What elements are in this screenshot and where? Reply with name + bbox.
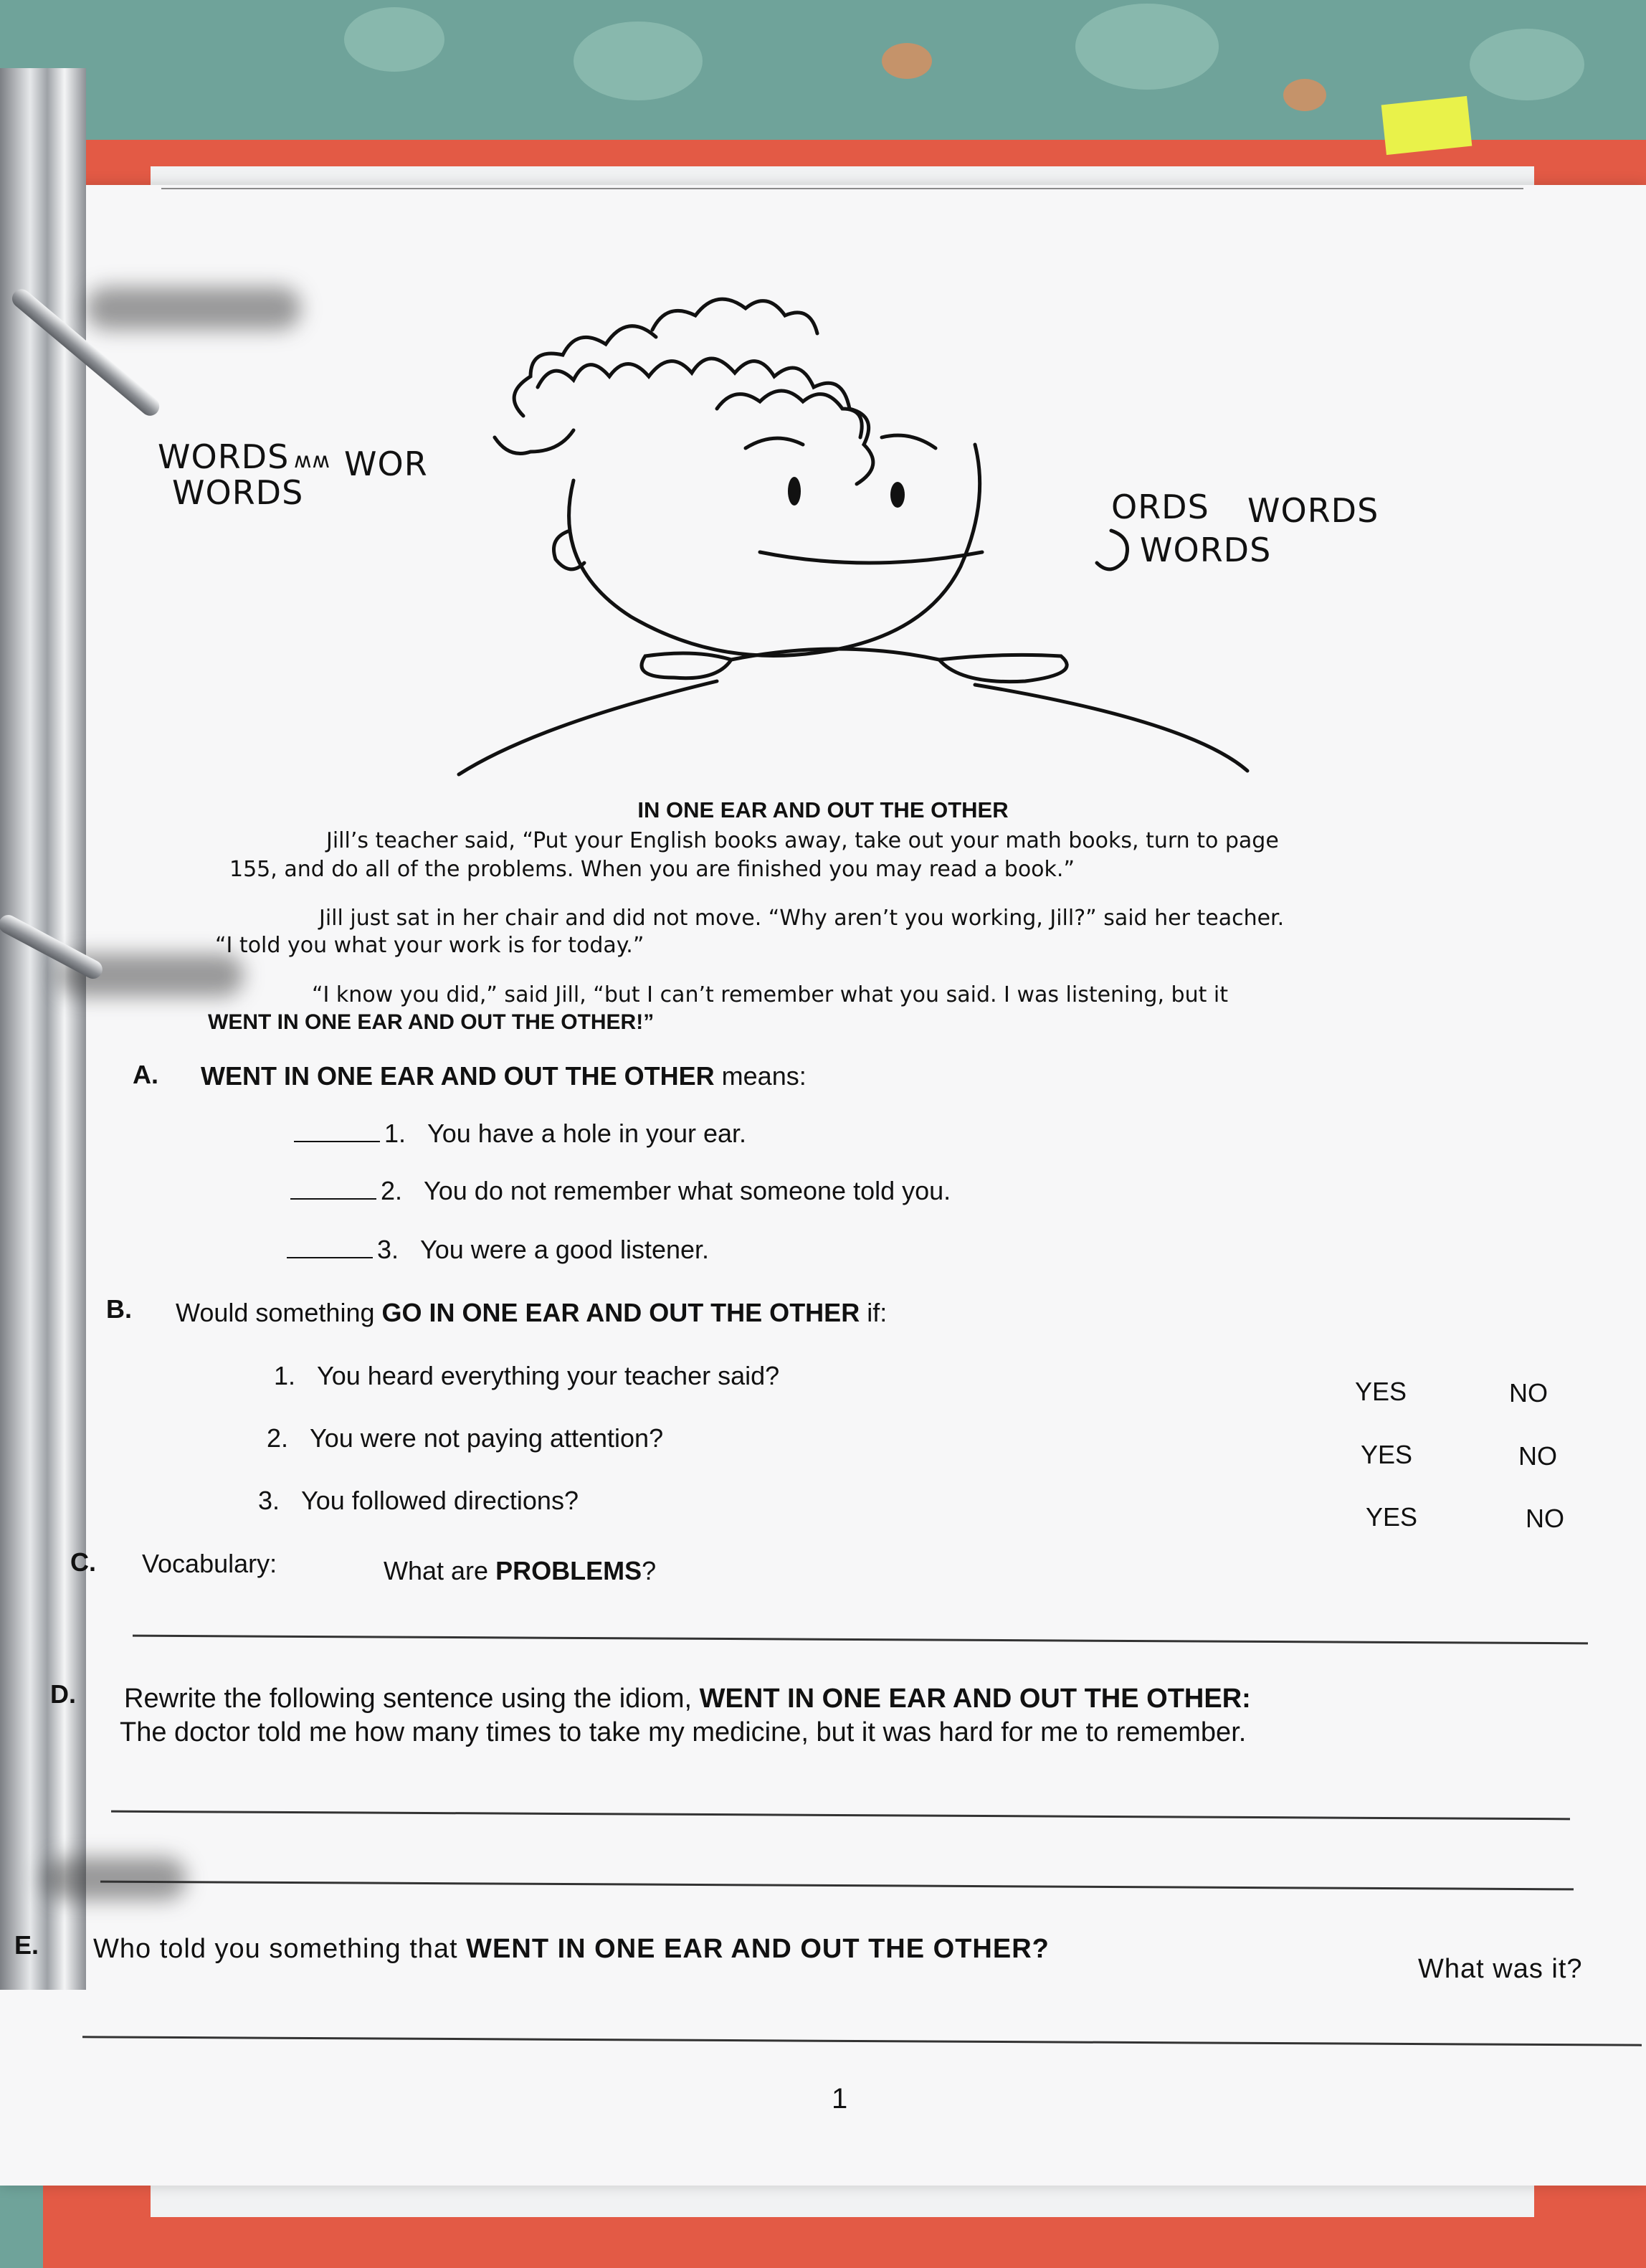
paragraph-2-line-1: Jill just sat in her chair and did not move. “Why aren’t you working, Jill?” said her teacher. xyxy=(319,906,1285,931)
option-number: 3. xyxy=(377,1235,399,1264)
option-number: 1. xyxy=(384,1119,406,1148)
paragraph-1-line-2: 155, and do all of the problems. When you are finished you may read a book.” xyxy=(229,857,1075,882)
section-c-letter: C. xyxy=(70,1547,96,1577)
scrawl-squiggle-left: ʍʍ xyxy=(294,448,331,473)
option-text: You were a good listener. xyxy=(420,1235,710,1264)
no-option-1[interactable]: NO xyxy=(1509,1378,1548,1408)
answer-blank-a2[interactable] xyxy=(290,1198,376,1200)
story-title: IN ONE EAR AND OUT THE OTHER xyxy=(637,797,1009,822)
no-option-2[interactable]: NO xyxy=(1518,1441,1557,1471)
question-number: 3. xyxy=(258,1486,280,1515)
scrawl-words-left-2: WOR xyxy=(344,445,428,483)
illustration-girl xyxy=(158,244,1434,810)
section-d-prompt-pre: Rewrite the following sentence using the idiom, xyxy=(124,1684,700,1714)
section-c-prompt-post: ? xyxy=(642,1556,657,1585)
option-text: You have a hole in your ear. xyxy=(427,1119,747,1148)
section-d-idiom: WENT IN ONE EAR AND OUT THE OTHER: xyxy=(699,1684,1251,1714)
scrawl-words-left-3: WORDS xyxy=(172,473,304,512)
section-a-idiom: WENT IN ONE EAR AND OUT THE OTHER xyxy=(201,1061,715,1091)
paragraph-3-line-2: WENT IN ONE EAR AND OUT THE OTHER!” xyxy=(208,1010,655,1034)
section-e-letter: E. xyxy=(14,1930,39,1960)
paragraph-3-line-1: “I know you did,” said Jill, “but I can’t remember what you said. I was listening, but it xyxy=(312,982,1228,1007)
section-e-prompt-pre: Who told you something that xyxy=(93,1934,467,1964)
section-c-prompt-pre: What are xyxy=(384,1556,496,1585)
section-e-prompt xyxy=(93,1934,1050,1965)
section-d-prompt xyxy=(124,1684,1251,1714)
section-c-label: Vocabulary: xyxy=(142,1549,277,1578)
scrawl-words-right-2: WORDS xyxy=(1247,491,1379,530)
yes-option-3[interactable]: YES xyxy=(1366,1502,1418,1532)
section-e-prompt-right: What was it? xyxy=(1418,1954,1583,1984)
section-e-idiom: WENT IN ONE EAR AND OUT THE OTHER? xyxy=(466,1934,1050,1964)
section-d-sentence: The doctor told me how many times to take my medicine, but it was hard for me to remember. xyxy=(120,1717,1247,1747)
paragraph-2-line-2: “I told you what your work is for today.” xyxy=(215,933,644,958)
paragraph-1-line-1: Jill’s teacher said, “Put your English books away, take out your math books, turn to page xyxy=(326,828,1279,853)
answer-blank-a1[interactable] xyxy=(294,1141,380,1142)
section-b-prompt-pre: Would something xyxy=(176,1298,382,1327)
page-number: 1 xyxy=(832,2083,848,2115)
section-b-idiom: GO IN ONE EAR AND OUT THE OTHER xyxy=(381,1298,860,1327)
section-b-prompt xyxy=(176,1298,887,1328)
section-a-prompt xyxy=(201,1061,807,1091)
section-a-option-2 xyxy=(290,1176,951,1206)
no-option-3[interactable]: NO xyxy=(1526,1504,1564,1533)
answer-blank-a3[interactable] xyxy=(287,1257,373,1258)
yes-option-1[interactable]: YES xyxy=(1355,1377,1407,1406)
section-b-prompt-post: if: xyxy=(860,1298,888,1327)
section-a-option-3 xyxy=(287,1235,709,1265)
option-text: You do not remember what someone told you. xyxy=(424,1176,951,1205)
section-a-option-1 xyxy=(294,1119,746,1149)
scrawl-words-right-1: ORDS xyxy=(1111,488,1209,526)
question-text: You followed directions? xyxy=(301,1486,579,1515)
question-number: 1. xyxy=(274,1361,296,1390)
section-c-vocab-word: PROBLEMS xyxy=(495,1556,642,1585)
ring-shadow-bottom xyxy=(43,1857,186,1900)
sticky-note xyxy=(1381,96,1473,155)
section-a-letter: A. xyxy=(133,1060,158,1089)
yes-option-2[interactable]: YES xyxy=(1361,1440,1413,1469)
question-number: 2. xyxy=(267,1423,289,1453)
section-b-question-1 xyxy=(274,1361,779,1391)
option-number: 2. xyxy=(381,1176,403,1205)
scrawl-words-left-1: WORDS xyxy=(158,437,290,476)
section-b-letter: B. xyxy=(106,1294,132,1324)
section-d-letter: D. xyxy=(50,1679,76,1709)
question-text: You were not paying attention? xyxy=(310,1423,664,1453)
page-top-rule xyxy=(161,188,1523,189)
scrawl-words-right-3: WORDS xyxy=(1140,531,1272,569)
section-c-prompt xyxy=(384,1556,656,1586)
section-b-question-3 xyxy=(258,1486,579,1516)
question-text: You heard everything your teacher said? xyxy=(317,1361,780,1390)
section-b-question-2 xyxy=(267,1423,663,1453)
section-a-prompt-rest: means: xyxy=(714,1061,807,1091)
